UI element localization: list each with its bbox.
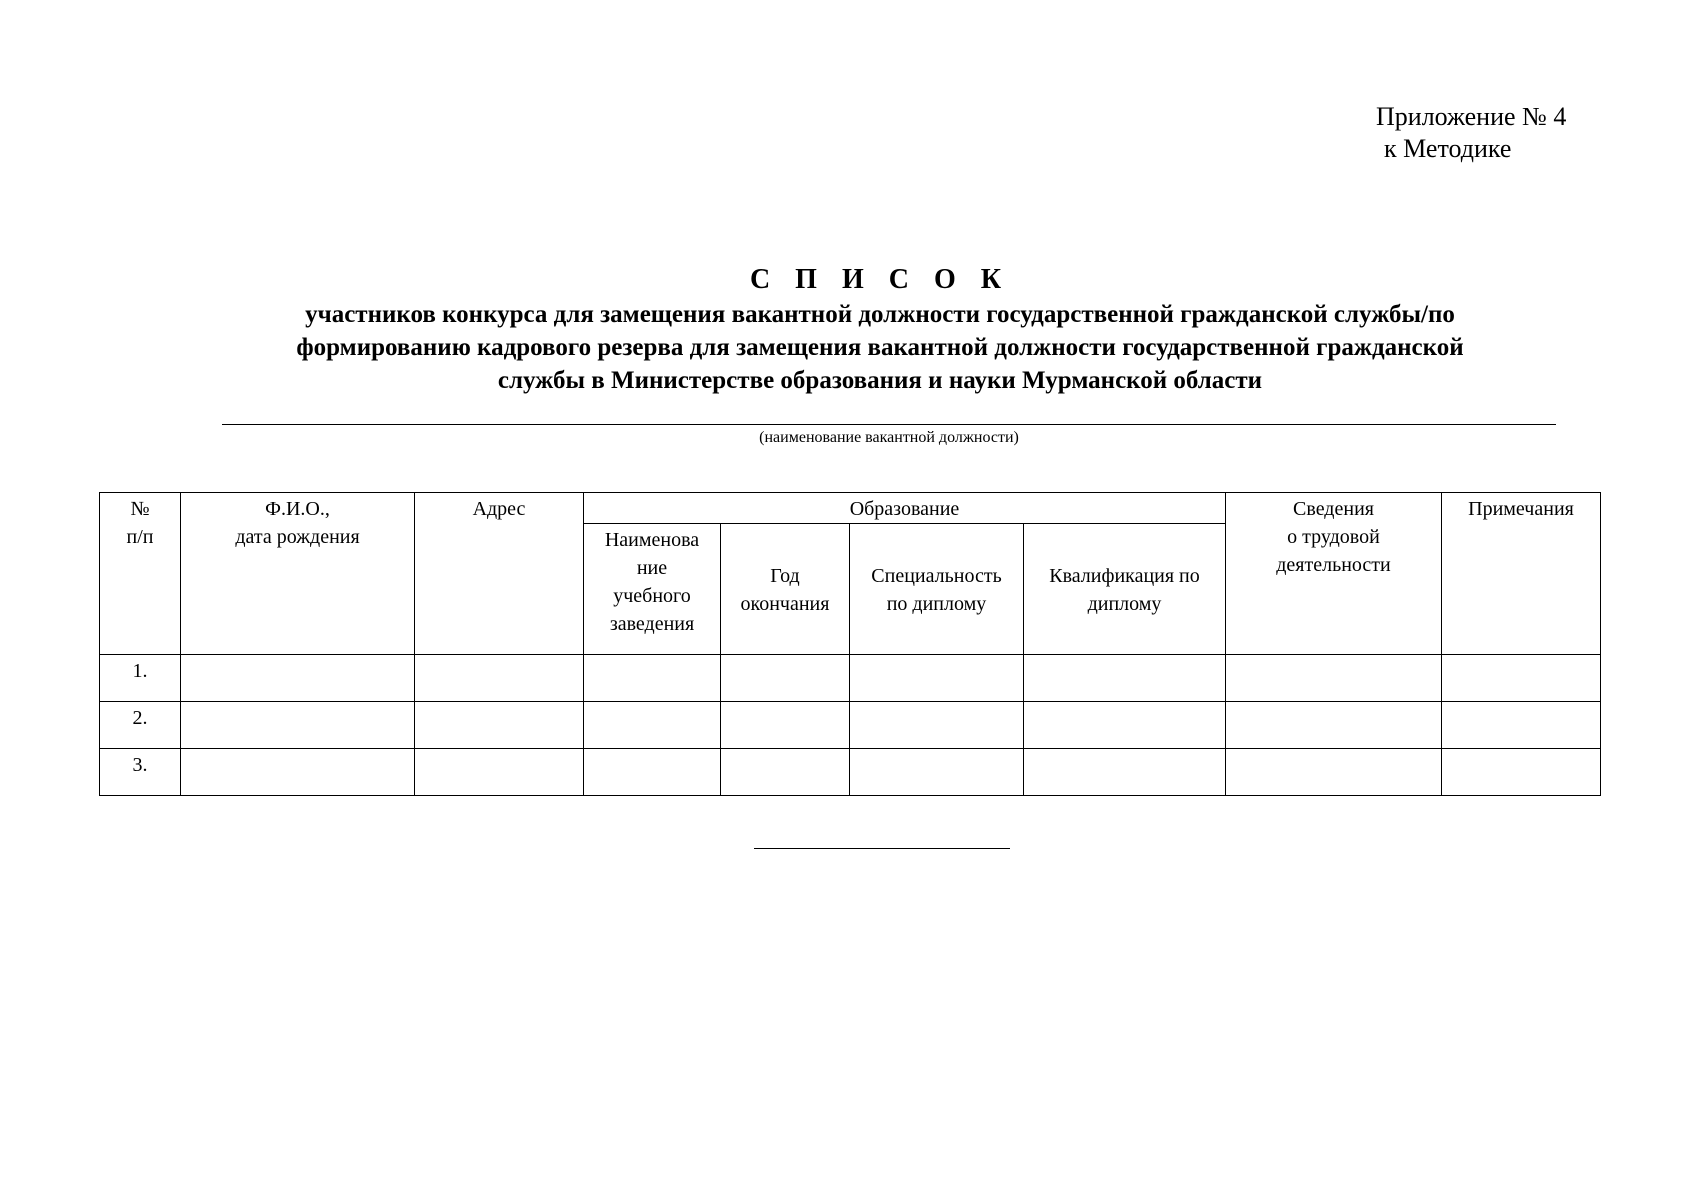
col-header-work-info-line-2: о трудовой [1287,526,1380,548]
cell-fio [181,655,415,702]
col-header-address [415,493,584,655]
col-header-work-info-line-1: Сведения [1293,498,1374,520]
position-caption: (наименование вакантной должности) [759,429,1019,446]
appendix-line-2: к Методике [1384,134,1512,163]
cell-edu-specialty [850,655,1024,702]
col-header-edu-specialty-line-2: по диплому [886,593,987,615]
cell-work-info [1226,655,1442,702]
col-header-edu-institution-line-3: учебного [613,585,691,607]
row-number: 2. [100,702,181,749]
title-sub-line-3: службы в Министерстве образования и науки Мурманской области [497,367,1263,394]
cell-notes [1442,749,1601,796]
col-header-edu-specialty [850,524,1024,655]
cell-edu-specialty [850,749,1024,796]
appendix-note [1376,101,1566,165]
col-header-fio-line-2: дата рождения [235,526,360,548]
cell-work-info [1226,702,1442,749]
col-header-edu-institution-line-1: Наименова [604,529,700,551]
col-header-edu-institution-line-4: заведения [609,613,695,635]
col-header-address-line-1: Адрес [472,498,526,520]
cell-edu-institution [584,749,721,796]
cell-edu-qualification [1024,655,1226,702]
col-header-work-info [1226,493,1442,655]
title-sub-line-1: участников конкурса для замещения вакантной должности государственной гражданской службы/по [305,301,1455,328]
table-row [100,749,1601,796]
cell-address [415,702,584,749]
col-header-num-line-1: № [130,498,150,520]
cell-edu-institution [584,702,721,749]
col-header-work-info-line-3: деятельности [1276,554,1391,576]
cell-edu-year [721,749,850,796]
col-header-edu-qualification-line-1: Квалификация по [1049,565,1200,587]
title-sub-line-2: формированию кадрового резерва для замещения вакантной должности государственной гражданской [296,334,1464,361]
col-header-edu-qualification-line-2: диплому [1087,593,1162,615]
cell-address [415,749,584,796]
col-header-edu-qualification [1024,524,1226,655]
closing-separator-line [754,848,1010,849]
cell-edu-specialty [850,702,1024,749]
col-header-edu-institution [584,524,721,655]
appendix-line-1: Приложение № 4 [1376,102,1567,131]
cell-edu-qualification [1024,749,1226,796]
row-number: 3. [100,749,181,796]
cell-edu-institution [584,655,721,702]
col-header-num [100,493,181,655]
table-row [100,702,1601,749]
col-header-fio [181,493,415,655]
title-main: С П И С О К [749,264,1011,295]
cell-edu-year [721,655,850,702]
position-fill-line [222,424,1556,425]
cell-address [415,655,584,702]
col-header-edu-year [721,524,850,655]
table-row [100,655,1601,702]
col-header-education: Образование [584,493,1226,524]
col-header-edu-specialty-line-1: Специальность [871,565,1002,587]
col-header-edu-year-line-1: Год [770,565,800,587]
cell-fio [181,749,415,796]
cell-fio [181,702,415,749]
col-header-num-line-2: п/п [126,526,154,548]
cell-notes [1442,702,1601,749]
col-header-fio-line-1: Ф.И.О., [265,498,330,520]
cell-work-info [1226,749,1442,796]
participants-table [99,492,1601,796]
cell-edu-year [721,702,850,749]
col-header-edu-institution-line-2: ние [636,557,668,579]
cell-notes [1442,655,1601,702]
col-header-notes-line-1: Примечания [1468,498,1574,520]
cell-edu-qualification [1024,702,1226,749]
col-header-edu-year-line-2: окончания [740,593,830,615]
col-header-notes [1442,493,1601,655]
row-number: 1. [100,655,181,702]
document-title [190,262,1570,397]
